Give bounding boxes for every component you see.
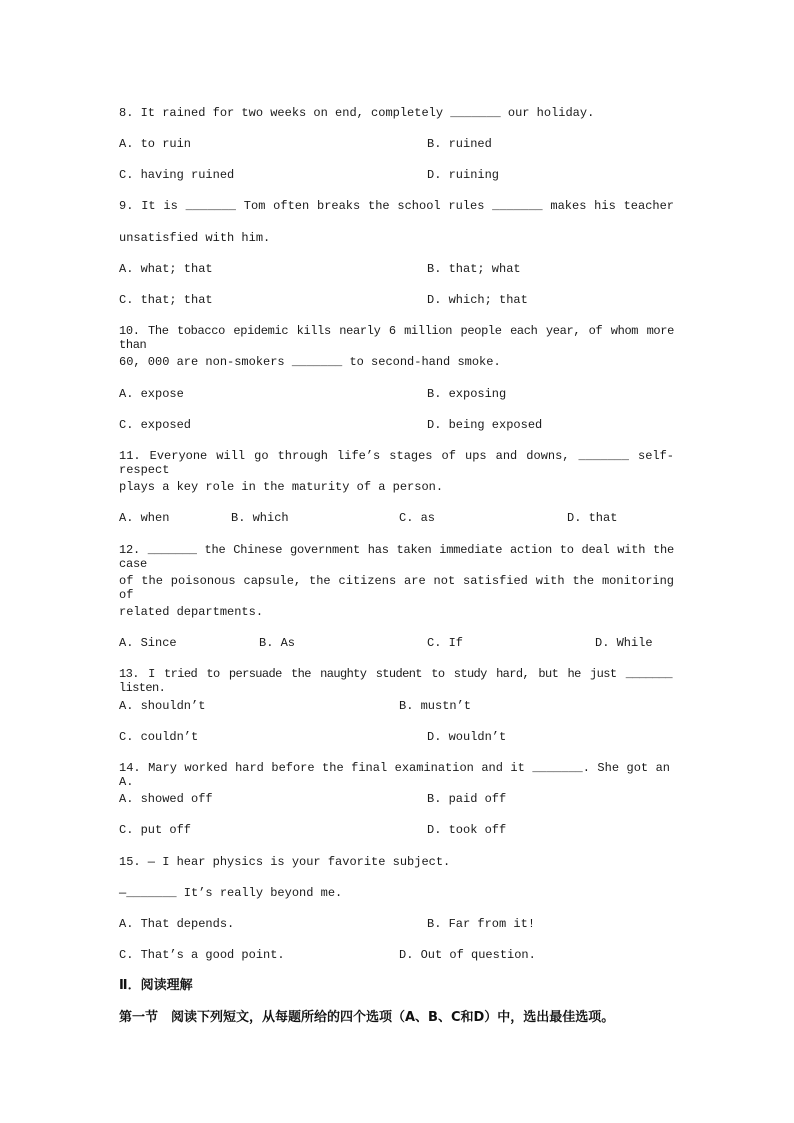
question-12-option-d: D. While bbox=[595, 636, 653, 650]
question-12-option-c: C. If bbox=[427, 636, 464, 650]
question-10-option-d: D. being exposed bbox=[427, 418, 543, 432]
question-13-option-c: C. couldn’t bbox=[119, 730, 199, 744]
question-13-option-d: D. wouldn’t bbox=[427, 730, 507, 744]
question-13-stem: 13. I tried to persuade the naughty student to study hard, but he just _______ listen. bbox=[119, 667, 672, 695]
section-instruction: 第一节 阅读下列短文，从每题所给的四个选项（A、B、C和D）中，选出最佳选项。 bbox=[119, 1010, 615, 1025]
question-14-option-a: A. showed off bbox=[119, 792, 213, 806]
question-14-stem: 14. Mary worked hard before the final examination and it _______. She got an A. bbox=[119, 761, 670, 789]
question-10-option-c: C. exposed bbox=[119, 418, 192, 432]
question-11-stem-line-2: plays a key role in the maturity of a person. bbox=[119, 480, 444, 494]
question-11-option-c: C. as bbox=[399, 511, 436, 525]
question-11-option-d: D. that bbox=[567, 511, 618, 525]
question-9-option-c: C. that; that bbox=[119, 293, 213, 307]
question-14-option-b: B. paid off bbox=[427, 792, 507, 806]
question-8-option-d: D. ruining bbox=[427, 168, 500, 182]
question-10-option-b: B. exposing bbox=[427, 387, 507, 401]
question-8-option-a: A. to ruin bbox=[119, 137, 192, 151]
question-9-stem-line-2: unsatisfied with him. bbox=[119, 231, 271, 245]
question-10-stem-line-2: 60, 000 are non-smokers _______ to second-hand smoke. bbox=[119, 355, 501, 369]
question-15-option-b: B. Far from it! bbox=[427, 917, 536, 931]
question-9-option-d: D. which; that bbox=[427, 293, 528, 307]
question-15-option-d: D. Out of question. bbox=[399, 948, 536, 962]
question-8-option-c: C. having ruined bbox=[119, 168, 235, 182]
question-12-stem-line-3: related departments. bbox=[119, 605, 264, 619]
question-8-option-b: B. ruined bbox=[427, 137, 492, 151]
question-11-option-b: B. which bbox=[231, 511, 289, 525]
question-15-option-c: C. That’s a good point. bbox=[119, 948, 285, 962]
question-12-stem-line-1: 12. _______ the Chinese government has taken immediate action to deal with the case bbox=[119, 543, 674, 571]
question-12-option-a: A. Since bbox=[119, 636, 177, 650]
question-9-option-b: B. that; what bbox=[427, 262, 521, 276]
section-heading: Ⅱ．阅读理解 bbox=[119, 978, 193, 993]
question-10-option-a: A. expose bbox=[119, 387, 184, 401]
question-11-option-a: A. when bbox=[119, 511, 170, 525]
question-9-option-a: A. what; that bbox=[119, 262, 213, 276]
question-14-option-d: D. took off bbox=[427, 823, 507, 837]
question-15-stem-line-1: 15. — I hear physics is your favorite subject. bbox=[119, 855, 451, 869]
question-12-stem-line-2: of the poisonous capsule, the citizens are not satisfied with the monitoring of bbox=[119, 574, 674, 602]
question-15-option-a: A. That depends. bbox=[119, 917, 235, 931]
question-8-stem: 8. It rained for two weeks on end, completely _______ our holiday. bbox=[119, 106, 595, 120]
question-14-option-c: C. put off bbox=[119, 823, 192, 837]
question-13-option-b: B. mustn’t bbox=[399, 699, 472, 713]
question-9-stem-line-1: 9. It is _______ Tom often breaks the school rules _______ makes his teacher bbox=[119, 199, 674, 213]
question-11-stem-line-1: 11. Everyone will go through life’s stages of ups and downs, _______ self-respect bbox=[119, 449, 674, 477]
question-10-stem-line-1: 10. The tobacco epidemic kills nearly 6 million people each year, of whom more than bbox=[119, 324, 674, 352]
question-12-option-b: B. As bbox=[259, 636, 296, 650]
question-15-stem-line-2: —_______ It’s really beyond me. bbox=[119, 886, 343, 900]
question-13-option-a: A. shouldn’t bbox=[119, 699, 206, 713]
